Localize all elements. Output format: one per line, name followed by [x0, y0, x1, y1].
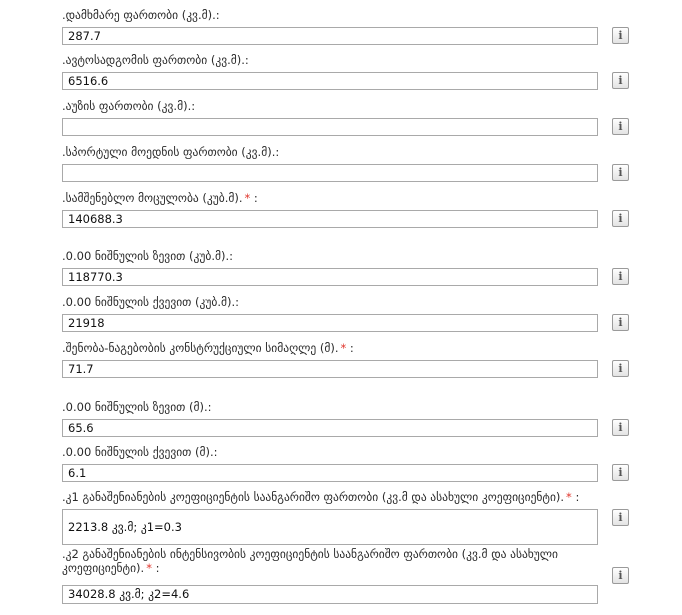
- field-label: .კ2 განაშენიანების ინტენსივობის კოეფიციენტის საანგარიშო ფართობი (კვ.მ და ასახული კოეფიციენტი). * :: [62, 547, 559, 575]
- field-label: .ავტოსადგომის ფართობი (კვ.მ).:: [62, 53, 249, 67]
- field-label-text: .სამშენებლო მოცულობა (კუბ.მ).: [62, 191, 243, 205]
- required-marker: *: [566, 490, 572, 504]
- info-button[interactable]: [612, 464, 629, 481]
- k2-coefficient-field[interactable]: 34028.8 კვ.მ; კ2=4.6: [62, 585, 598, 604]
- info-icon: i: [618, 466, 623, 479]
- info-button[interactable]: [612, 164, 629, 181]
- field-label: .0.00 ნიშნულის ქვევით (მ).:: [62, 445, 218, 459]
- field-label: .დამხმარე ფართობი (კვ.მ).:: [62, 8, 220, 22]
- pool-area-input[interactable]: [62, 118, 598, 136]
- parking-area-input[interactable]: [62, 72, 598, 90]
- field-label-text: .კ2 განაშენიანების ინტენსივობის კოეფიციენტის საანგარიშო ფართობი (კვ.მ და ასახული კოეფიციენტი).: [62, 547, 559, 575]
- info-icon: i: [618, 29, 623, 42]
- height-below-zero-input[interactable]: [62, 464, 598, 482]
- info-icon: i: [618, 362, 623, 375]
- field-label: .0.00 ნიშნულის ზევით (კუბ.მ).:: [62, 249, 234, 263]
- volume-above-zero-input[interactable]: [62, 268, 598, 286]
- field-label: .სამშენებლო მოცულობა (კუბ.მ). * :: [62, 191, 258, 205]
- info-button[interactable]: [612, 72, 629, 89]
- info-button[interactable]: [612, 314, 629, 331]
- info-button[interactable]: [612, 268, 629, 285]
- structural-height-input[interactable]: [62, 360, 598, 378]
- info-button[interactable]: [612, 360, 629, 377]
- info-icon: i: [618, 316, 623, 329]
- k1-coefficient-field[interactable]: 2213.8 კვ.მ; კ1=0.3: [62, 509, 598, 545]
- info-icon: i: [618, 120, 623, 133]
- field-label: .კ1 განაშენიანების კოეფიციენტის საანგარიშო ფართობი (კვ.მ და ასახული კოეფიციენტი). * :: [62, 490, 580, 504]
- info-icon: i: [618, 212, 623, 225]
- required-marker: *: [340, 341, 347, 355]
- info-icon: i: [618, 270, 623, 283]
- field-label: .0.00 ნიშნულის ქვევით (კუბ.მ).:: [62, 295, 240, 309]
- info-icon: i: [618, 421, 623, 434]
- info-icon: i: [618, 511, 623, 524]
- info-button[interactable]: [612, 27, 629, 44]
- required-marker: *: [146, 561, 152, 575]
- field-label-text: .შენობა-ნაგებობის კონსტრუქციული სიმაღლე (მ).: [62, 341, 339, 355]
- field-label: .0.00 ნიშნულის ზევით (მ).:: [62, 400, 212, 414]
- field-label: .აუზის ფართობი (კვ.მ).:: [62, 99, 196, 113]
- sports-field-area-input[interactable]: [62, 164, 598, 182]
- info-button[interactable]: [612, 210, 629, 227]
- field-label-text: .კ1 განაშენიანების კოეფიციენტის საანგარიშო ფართობი (კვ.მ და ასახული კოეფიციენტი).: [62, 490, 565, 504]
- required-marker: *: [244, 191, 251, 205]
- volume-below-zero-input[interactable]: [62, 314, 598, 332]
- info-icon: i: [618, 569, 623, 582]
- height-above-zero-input[interactable]: [62, 419, 598, 437]
- building-volume-input[interactable]: [62, 210, 598, 228]
- info-button[interactable]: [612, 419, 629, 436]
- info-button[interactable]: [612, 118, 629, 135]
- info-icon: i: [618, 74, 623, 87]
- info-icon: i: [618, 166, 623, 179]
- info-button[interactable]: [612, 509, 629, 526]
- info-button[interactable]: [612, 567, 629, 584]
- field-label: .შენობა-ნაგებობის კონსტრუქციული სიმაღლე (მ). * :: [62, 341, 354, 355]
- auxiliary-area-input[interactable]: [62, 27, 598, 45]
- field-label: .სპორტული მოედნის ფართობი (კვ.მ).:: [62, 145, 280, 159]
